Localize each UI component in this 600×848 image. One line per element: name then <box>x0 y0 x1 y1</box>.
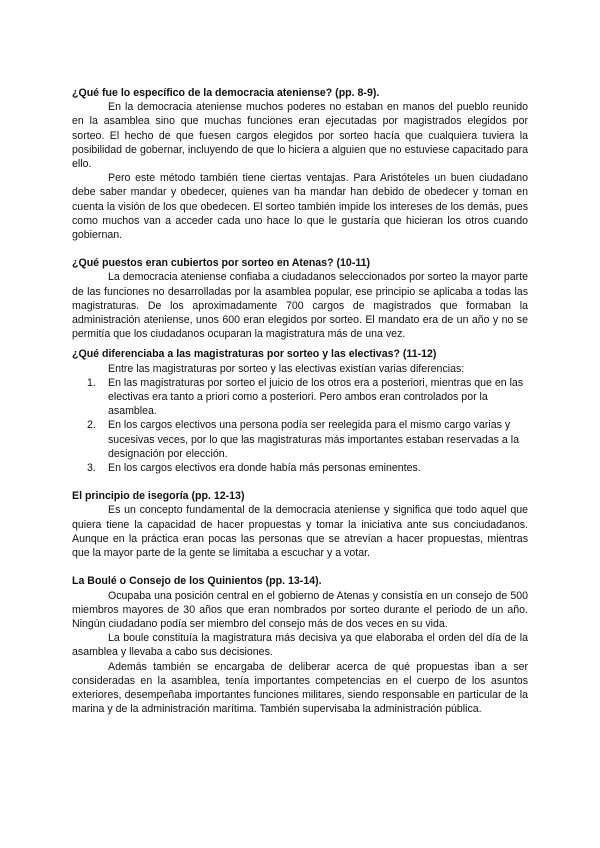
section-heading: El principio de isegoría (pp. 12-13) <box>72 490 245 503</box>
document-page <box>72 86 528 716</box>
paragraph: Pero este método también tiene ciertas ventajas. Para Aristóteles un buen ciudadano debe saber mandar y obedecer, quienes van ha mandar han debido de obedecer y toman en cuenta la visión de los que obedecen. El sorteo también impide los intereses de los demás, pues como muchos van a acceder cada uno hace lo que le gustaría que hicieran los otros cuando gobiernan. <box>72 172 528 242</box>
section-heading: La Boulé o Consejo de los Quinientos (pp. 13-14). <box>72 575 322 588</box>
list-intro: Entre las magistraturas por sorteo y las electivas existían varias diferencias: <box>108 362 465 375</box>
section-heading: ¿Qué diferenciaba a las magistraturas por sorteo y las electivas? (11-12) <box>72 348 437 361</box>
list-item-text: En las magistraturas por sorteo el juicio de los otros era a posteriori, mientras que en las electivas era tanto a priori como a posteriori. Pero ambos eran controlados por la asamblea. <box>108 376 524 418</box>
list-item <box>72 418 528 461</box>
section-isegoria <box>72 489 528 560</box>
paragraph: Ocupaba una posición central en el gobierno de Atenas y consistía en un consejo de 500 miembros mayores de 30 años que eran nombrados por sorteo durante el periodo de un año. Ningún ciudadano podía ser miembro del consejo más de dos veces en su vida. <box>72 589 528 630</box>
paragraph: En la democracia ateniense muchos poderes no estaban en manos del pueblo reunido en la asamblea sino que muchas funciones eran ejecutadas por magistrados elegidos por sorteo. El hecho de que fuesen cargos elegidos por sorteo hacía que cualquiera tuviera la posibilidad de gobernar, incluyendo de que lo hiciera a alguien que no estuviese capacitado para ello. <box>72 101 528 171</box>
list-number: 1. <box>87 376 96 389</box>
section-puestos-sorteo <box>72 256 528 341</box>
section-boule <box>72 574 528 716</box>
list-item <box>72 461 528 475</box>
paragraph: La boule constituía la magistratura más decisiva ya que elaboraba el orden del día de la asamblea y llevaba a cabo sus decisiones. <box>72 632 528 659</box>
section-democracia-ateniense <box>72 86 528 242</box>
numbered-list <box>72 376 528 475</box>
section-magistraturas-diferencias <box>72 347 528 475</box>
list-item-text: En los cargos electivos una persona podía ser reelegida para el mismo cargo varias y sucesivas veces, por lo que las magistraturas más importantes estaban reservadas a la designación por elección. <box>108 419 519 460</box>
section-heading: ¿Qué puestos eran cubiertos por sorteo en Atenas? (10-11) <box>72 257 371 270</box>
list-item-text: En los cargos electivos era donde había más personas eminentes. <box>108 462 421 475</box>
paragraph: Además también se encargaba de deliberar acerca de qué propuestas iban a ser consideradas en la asamblea, tenía importantes competencias en el cuerpo de los asuntos exteriores, desempeñaba importantes funciones militares, siendo responsable en particular de la marina y de la administración marítima. También supervisaba la administración pública. <box>72 660 528 716</box>
paragraph: La democracia ateniense confiaba a ciudadanos seleccionados por sorteo la mayor parte de las funciones no desarrolladas por la asamblea popular, ese principio se aplicaba a todas las magistraturas. De los aproximadamente 700 cargos de magistrados que formaban la administración ateniense, unos 600 eran elegidos por sorteo. El mandato era de un año y no se permitía que los ciudadanos ocuparan la magistratura más de una vez. <box>72 271 528 341</box>
list-number: 3. <box>87 462 96 475</box>
list-item <box>72 376 528 419</box>
paragraph: Es un concepto fundamental de la democracia ateniense y significa que todo aquel que quiera tiene la capacidad de hacer propuestas y tomar la iniciativa ante sus conciudadanos. Aunque en la práctica eran pocas las personas que se atrevían a hacer propuestas, mientras que la mayor parte de la gente se limitaba a escuchar y a votar. <box>72 504 528 560</box>
section-heading: ¿Qué fue lo específico de la democracia ateniense? (pp. 8-9). <box>72 87 380 99</box>
list-number: 2. <box>87 419 96 432</box>
